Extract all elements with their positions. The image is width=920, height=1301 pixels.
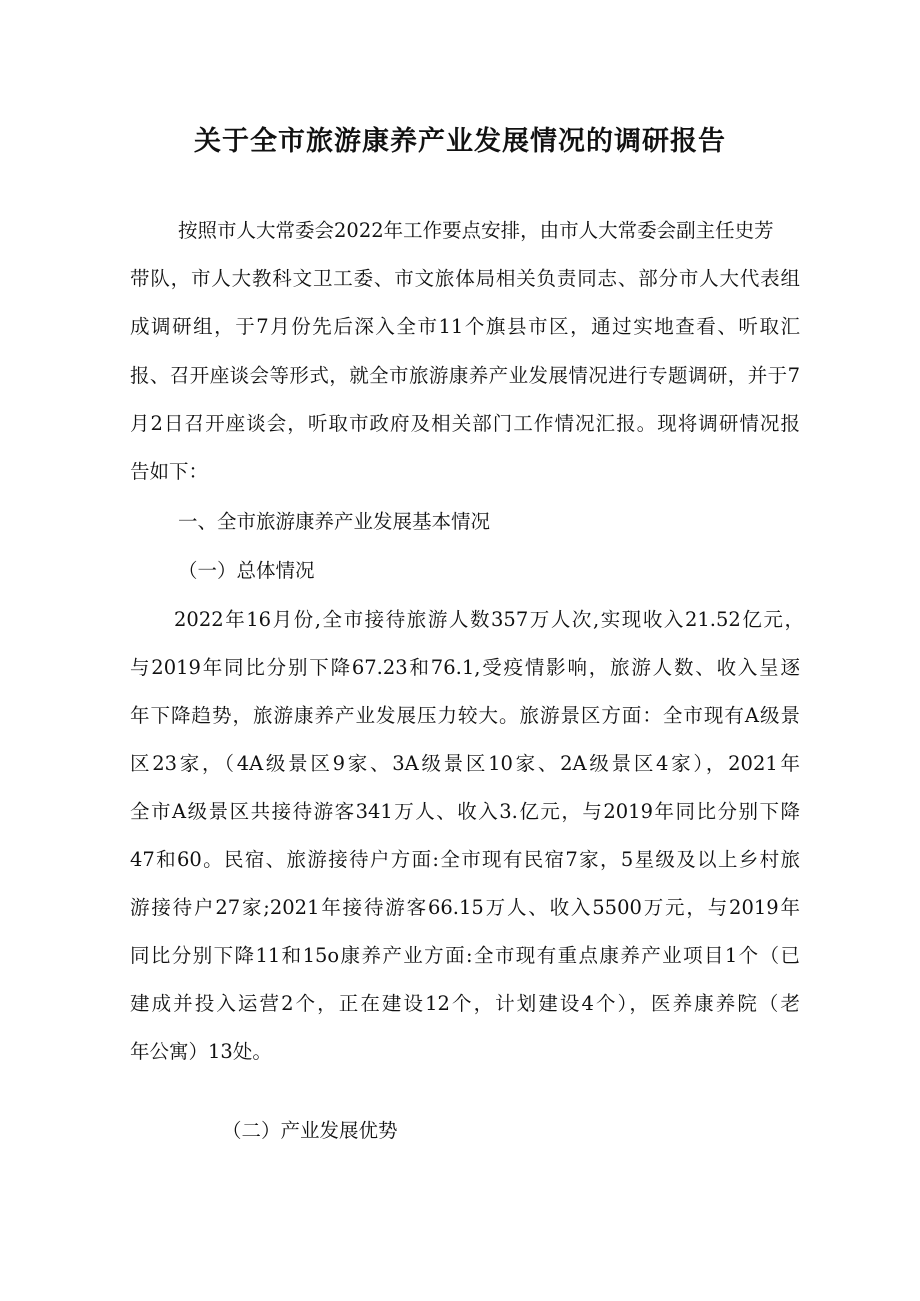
overview-line-8: 同比分别下降11和15o康养产业方面:全市现有重点康养产业项目1个（已 xyxy=(130,944,800,967)
overview-line-3: 年下降趋势，旅游康养产业发展压力较大。旅游景区方面：全市现有A级景 xyxy=(130,704,800,727)
intro-line-5: 月2日召开座谈会，听取市政府及相关部门工作情况汇报。现将调研情况报 xyxy=(130,412,800,435)
overview-line-10: 年公寓）13处。 xyxy=(130,1040,272,1063)
overview-line-4: 区23家，（4A级景区9家、3A级景区10家、2A级景区4家），2021年 xyxy=(130,752,800,775)
subsection-1-heading: （一）总体情况 xyxy=(178,559,315,582)
intro-line-3: 成调研组，于7月份先后深入全市11个旗县市区，通过实地查看、听取汇 xyxy=(130,315,800,338)
intro-line-1: 按照市人大常委会2022年工作要点安排，由市人大常委会副主任史芳 xyxy=(178,219,774,242)
overview-line-2: 与2019年同比分别下降67.23和76.1,受疫情影响，旅游人数、收入呈逐 xyxy=(130,656,800,679)
intro-line-4: 报、召开座谈会等形式，就全市旅游康养产业发展情况进行专题调研，并于7 xyxy=(130,364,800,387)
overview-line-9: 建成并投入运营2个，正在建设12个，计划建设4个），医养康养院（老 xyxy=(130,992,800,1015)
report-title: 关于全市旅游康养产业发展情况的调研报告 xyxy=(194,126,726,157)
overview-line-5: 全市A级景区共接待游客341万人、收入3.亿元，与2019年同比分别下降 xyxy=(130,800,800,823)
section-1-heading: 一、全市旅游康养产业发展基本情况 xyxy=(178,510,491,533)
intro-line-2: 带队，市人大教科文卫工委、市文旅体局相关负责同志、部分市人大代表组 xyxy=(130,267,800,290)
overview-line-7: 游接待户27家;2021年接待游客66.15万人、收入5500万元，与2019年 xyxy=(130,896,800,919)
intro-line-6: 告如下： xyxy=(130,460,209,483)
overview-line-6: 47和60。民宿、旅游接待户方面:全市现有民宿7家，5星级及以上乡村旅 xyxy=(130,848,800,871)
subsection-2-heading: （二）产业发展优势 xyxy=(222,1119,398,1142)
overview-line-1: 2022年16月份,全市接待旅游人数357万人次,实现收入21.52亿元， xyxy=(174,608,804,631)
